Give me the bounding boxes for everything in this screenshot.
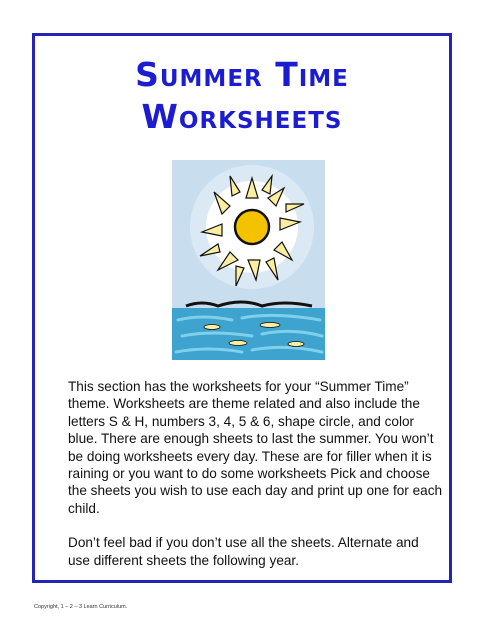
title-line-2: Worksheets: [141, 97, 343, 136]
intro-paragraph-1: This section has the worksheets for your “Summer Time” theme. Worksheets are theme related and also include the letters S & H, numbers 3, 4, 5 & 6, shape circle, and color blue. There are enough sheets to last the summer. You won’t be doing worksheets every day. These are for filler when it is raining or you want to do some worksheets Pick and choose the sheets you wish to use each day and print up one for each child.: [68, 379, 443, 516]
sun-icon: [235, 210, 269, 244]
page-title: [35, 54, 449, 138]
title-line-1: Summer Time: [135, 55, 349, 94]
intro-text: [68, 378, 443, 586]
intro-paragraph-2: Don’t feel bad if you don’t use all the sheets. Alternate and use different sheets the following year.: [68, 535, 419, 568]
sun-over-sea-illustration: [172, 160, 325, 360]
page-border-frame: [32, 33, 452, 583]
copyright-notice: Copyright, 1 – 2 – 3 Learn Curriculum.: [34, 604, 128, 610]
